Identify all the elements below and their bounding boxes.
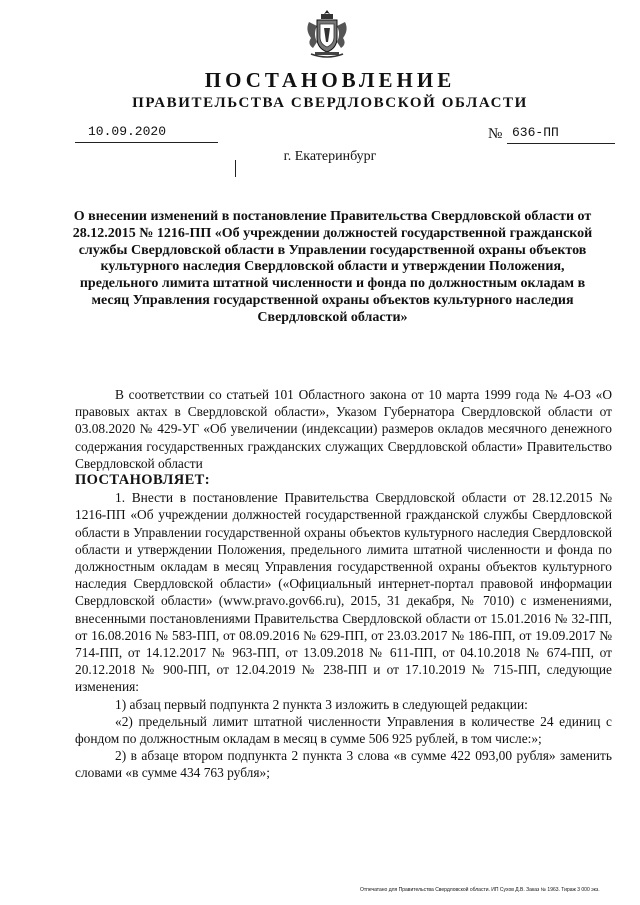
issuer-title: ПРАВИТЕЛЬСТВА СВЕРДЛОВСКОЙ ОБЛАСТИ [132, 95, 528, 111]
text-cursor [235, 160, 236, 177]
intro-paragraph: В соответствии со статьей 101 Областного закона от 10 марта 1999 года № 4-ОЗ «О правовых актах в Свердловской области», Указом Губернатора Свердловской области от 03.08.2020 № 429-УГ «Об увеличении (индексации) размеров окладов месячного денежного содержания государственных гражданских служащих Свердловской области» Правительство Свердловской области [75, 387, 612, 471]
document-heading: О внесении изменений в постановление Правительства Свердловской области от 28.12.2015 № 1216-ПП «Об учреждении должностей государственной гражданской службы Свердловской области в Управлении государственной охраны объектов культурного наследия Свердловской области и утверждении Положения, предельного лимита штатной численности и фонда по должностным окладам в месяц Управления государственной охраны объектов культурного наследия Свердловской области» [72, 209, 593, 325]
paragraph-2: 1) абзац первый подпункта 2 пункта 3 изложить в следующей редакции: [115, 696, 528, 712]
number-underline [507, 143, 615, 144]
decree-keyword: ПОСТАНОВЛЯЕТ: [75, 472, 210, 489]
city: г. Екатеринбург [283, 149, 377, 164]
document-body [75, 386, 612, 782]
print-footer: Отпечатано для Правительства Свердловской области. ИП Сухов Д.В. Заказ № 1963. Тираж 3 000 экз. [360, 887, 600, 893]
document-date: 10.09.2020 [88, 124, 167, 139]
paragraph-1: 1. Внести в постановление Правительства Свердловской области от 28.12.2015 № 1216-ПП «Об учреждении должностей государственной гражданской службы Свердловской области в Управлении государственной охраны объектов культурного наследия Свердловской области и утверждении Положения, предельного лимита штатной численности и фонда по должностным окладам в месяц Управления государственной охраны объектов культурного наследия Свердловской области» («Официальный интернет-портал правовой информации Свердловской области» (www.pravo.gov66.ru), 2015, 31 декабря, № 7010) с изменениями, внесенными постановлениями Правительства Свердловской области от 15.01.2016 № 32-ПП, от 16.08.2016 № 583-ПП, от 08.09.2016 № 629-ПП, от 23.03.2017 № 186-ПП, от 19.09.2017 № 714-ПП, от 14.12.2017 № 963-ПП, от 13.09.2018 № 611-ПП, от 04.10.2018 № 674-ПП, от 20.12.2018 № 900-ПП, от 12.04.2019 № 238-ПП и от 17.10.2019 № 715-ПП, следующие изменения: [75, 490, 612, 695]
document-type-title: ПОСТАНОВЛЕНИЕ [204, 68, 456, 92]
paragraph-4: 2) в абзаце втором подпункта 2 пункта 3 слова «в сумме 422 093,00 рубля» заменить словами «в сумме 434 763 рубля»; [75, 748, 612, 781]
document-number: 636-ПП [512, 125, 559, 140]
paragraph-3: «2) предельный лимит штатной численности Управления в количестве 24 единиц с фондом по должностным окладам в месяц в сумме 506 925 рублей, в том числе:»; [75, 713, 612, 747]
date-underline [75, 142, 218, 143]
coat-of-arms-emblem [303, 8, 351, 60]
number-sign: № [488, 126, 503, 142]
